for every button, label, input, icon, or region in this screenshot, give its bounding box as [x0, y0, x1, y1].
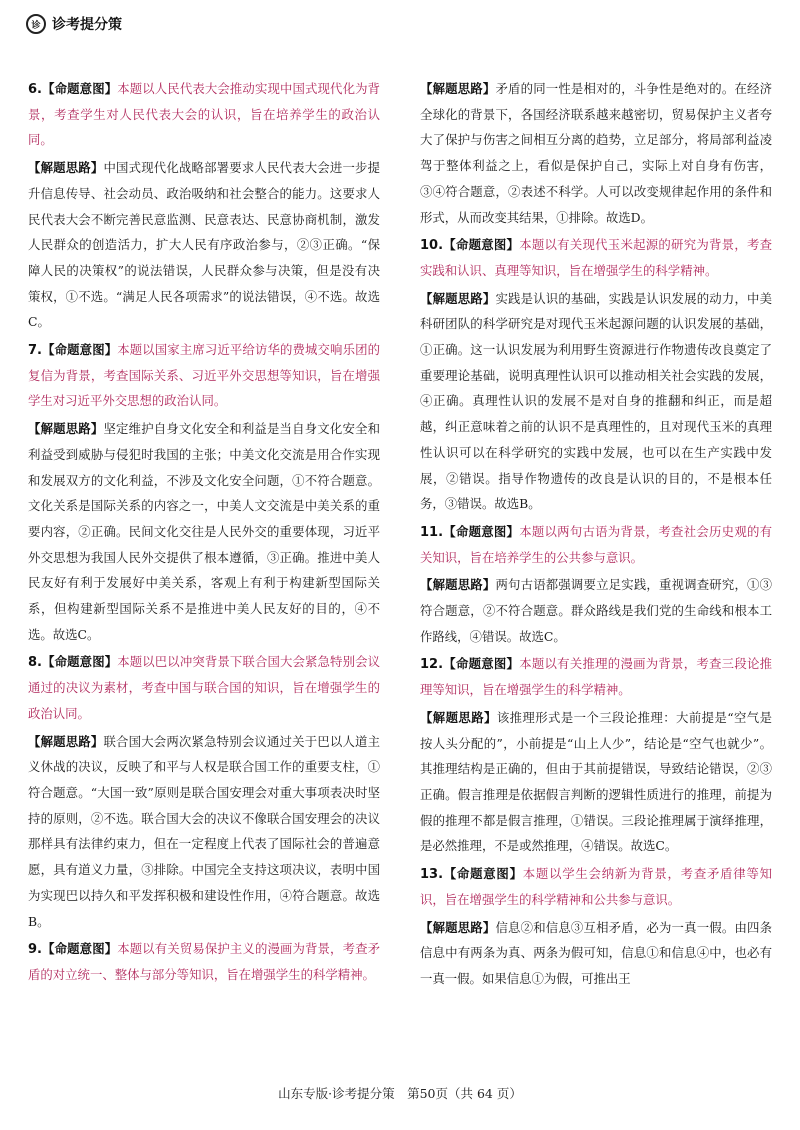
intent-tag: 【命题意图】 — [443, 656, 520, 672]
intent-paragraph — [420, 232, 772, 283]
question-number: 12. — [420, 657, 444, 673]
question-item — [28, 936, 380, 987]
analysis-tag: 【解题思路】 — [420, 290, 496, 306]
intent-tag: 【命题意图】 — [41, 654, 118, 670]
analysis-tag: 【解题思路】 — [28, 421, 104, 437]
question-item — [420, 232, 772, 517]
analysis-tag: 【解题思路】 — [420, 919, 496, 935]
intent-tag: 【命题意图】 — [41, 342, 118, 358]
analysis-text: 该推理形式是一个三段论推理：大前提是“空气是按人头分配的”，小前提是“山上人少”，结论是“空气也就少”。其推理结构是正确的，但由于其前提错误，导致结论错误，②③正确。假言推理是依据假言判断的逻辑性质进行的推理，前提为假的推理不都是假言推理，①错误。三段论推理属于演绎推理，是必然推理，不是或然推理，④错误。故选C。 — [420, 709, 772, 854]
analysis-paragraph — [28, 416, 380, 647]
question-number: 9. — [28, 942, 42, 958]
left-column — [28, 76, 380, 990]
intent-tag: 【命题意图】 — [41, 941, 118, 957]
question-item — [420, 519, 772, 650]
analysis-paragraph — [420, 286, 772, 517]
right-column — [420, 76, 772, 994]
analysis-text: 矛盾的同一性是相对的，斗争性是绝对的。在经济全球化的背景下，各国经济联系越来越密切，贸易保护主义者夸大了保护与伤害之间相互分离的趋势，立足部分，将局部利益凌驾于整体利益之上，看似是保护自己，实际上对自身有伤害，③④符合题意，②表述不科学。人可以改变规律起作用的条件和形式，从而改变其结果，①排除。故选D。 — [420, 81, 772, 225]
question-number: 8. — [28, 655, 42, 671]
question-number: 7. — [28, 343, 42, 359]
question-number: 6. — [28, 82, 42, 97]
intent-paragraph — [28, 337, 380, 414]
analysis-paragraph — [28, 729, 380, 935]
question-item — [420, 651, 772, 859]
analysis-tag: 【解题思路】 — [420, 81, 496, 96]
analysis-paragraph — [420, 705, 772, 859]
analysis-paragraph — [28, 155, 380, 335]
intent-paragraph — [420, 861, 772, 912]
intent-text: 本题以人民代表大会推动实现中国式现代化为背景，考查学生对人民代表大会的认识，旨在培养学生的政治认同。 — [28, 81, 381, 148]
question-number: 13. — [420, 867, 444, 883]
intent-text: 本题以学生会纳新为背景，考查矛盾律等知识，旨在增强学生的科学精神和公共参与意识。 — [420, 866, 773, 907]
intent-text: 本题以巴以冲突背景下联合国大会紧急特别会议通过的决议为素材，考查中国与联合国的知识，旨在增强学生的政治认同。 — [28, 654, 381, 721]
analysis-tag: 【解题思路】 — [28, 160, 104, 176]
page-header — [26, 14, 122, 34]
intent-tag: 【命题意图】 — [41, 81, 118, 96]
page-footer: 山东专版·诊考提分策 第50页（共 64 页） — [278, 1086, 522, 1101]
intent-tag: 【命题意图】 — [443, 237, 520, 253]
question-item — [420, 76, 772, 230]
analysis-paragraph — [420, 915, 772, 992]
question-number: 10. — [420, 238, 444, 254]
question-item — [28, 76, 380, 335]
intent-text: 本题以有关现代玉米起源的研究为背景，考查实践和认识、真理等知识，旨在增强学生的科学精神。 — [420, 237, 773, 278]
intent-text: 本题以有关贸易保护主义的漫画为背景，考查矛盾的对立统一、整体与部分等知识，旨在增强学生的科学精神。 — [28, 941, 381, 982]
intent-text: 本题以有关推理的漫画为背景，考查三段论推理等知识，旨在增强学生的科学精神。 — [420, 656, 773, 698]
analysis-tag: 【解题思路】 — [420, 709, 497, 725]
analysis-text: 中国式现代化战略部署要求人民代表大会进一步提升信息传导、社会动员、政治吸纳和社会整合的能力。这要求人民代表大会不断完善民意监测、民意表达、民意协商机制，激发人民群众的创造活力，扩大人民有序政治参与，②③正确。“保障人民的决策权”的说法错误，人民群众参与决策，但是没有决策权，①不选。“满足人民各项需求”的说法错误，④不选。故选C。 — [28, 160, 380, 330]
intent-tag: 【命题意图】 — [443, 523, 520, 539]
intent-tag: 【命题意图】 — [443, 866, 523, 882]
question-item — [28, 337, 380, 647]
analysis-tag: 【解题思路】 — [420, 577, 496, 593]
intent-paragraph — [420, 651, 772, 702]
intent-paragraph — [28, 649, 380, 726]
analysis-tag: 【解题思路】 — [28, 733, 104, 749]
intent-text: 本题以国家主席习近平给访华的费城交响乐团的复信为背景，考查国际关系、习近平外交思想等知识，旨在增强学生对习近平外交思想的政治认同。 — [28, 342, 381, 409]
question-item — [420, 861, 772, 992]
question-number: 11. — [420, 524, 444, 540]
analysis-paragraph — [420, 76, 772, 230]
logo-icon: 诊 — [26, 14, 46, 34]
question-item — [28, 649, 380, 934]
intent-paragraph — [420, 519, 772, 570]
intent-paragraph — [28, 936, 380, 987]
analysis-paragraph — [420, 572, 772, 649]
analysis-text: 实践是认识的基础，实践是认识发展的动力，中美科研团队的科学研究是对现代玉米起源问题的认识发展的基础，①正确。这一认识发展为利用野生资源进行作物遗传改良奠定了重要理论基础，说明真理性认识可以推动相关社会实践的发展，④正确。真理性认识的发展不是对自身的推翻和纠正，而是超越，纠正意味着之前的认识不是真理性的，且对现代玉米的真理性认识可以在科学研究的实践中发展，也可以在生产实践中发展，②错误。指导作物遗传的改良是认识的目的，不是根本任务，③错误。故选B。 — [420, 290, 772, 512]
header-title: 诊考提分策 — [52, 17, 122, 33]
intent-paragraph — [28, 76, 380, 153]
analysis-text: 联合国大会两次紧急特别会议通过关于巴以人道主义休战的决议，反映了和平与人权是联合国工作的重要支柱，①符合题意。“大国一致”原则是联合国安理会对重大事项表决时坚持的原则，②不选。联合国大会的决议不像联合国安理会的决议那样具有法律约束力，但在一定程度上代表了国际社会的普遍意愿，具有道义力量，③排除。中国完全支持这项决议，表明中国为实现巴以持久和平发挥积极和建设性作用，④符合题意。故选B。 — [28, 733, 380, 929]
analysis-text: 两句古语都强调要立足实践，重视调查研究，①③符合题意，②不符合题意。群众路线是我们党的生命线和根本工作路线，④错误。故选C。 — [420, 577, 772, 644]
analysis-text: 信息②和信息③互相矛盾，必为一真一假。由四条信息中有两条为真、两条为假可知，信息①和信息④中，也必有一真一假。如果信息①为假，可推出王 — [420, 919, 772, 986]
analysis-text: 坚定维护自身文化安全和利益是当自身文化安全和利益受到威胁与侵犯时我国的主张；中美文化交流是用合作实现和发展双方的文化利益，不涉及文化安全问题，①不符合题意。文化关系是国际关系的内容之一，中美人文交流是中美关系的重要内容，②正确。民间文化交往是人民外交的重要体现，习近平外交思想为我国人民外交提供了根本遵循，③正确。推进中美人民友好有利于发展好中美关系，客观上有利于构建新型国际关系，但构建新型国际关系不是推进中美人民友好的目的，④不选。故选C。 — [28, 421, 380, 642]
intent-text: 本题以两句古语为背景，考查社会历史观的有关知识，旨在培养学生的公共参与意识。 — [420, 523, 773, 565]
